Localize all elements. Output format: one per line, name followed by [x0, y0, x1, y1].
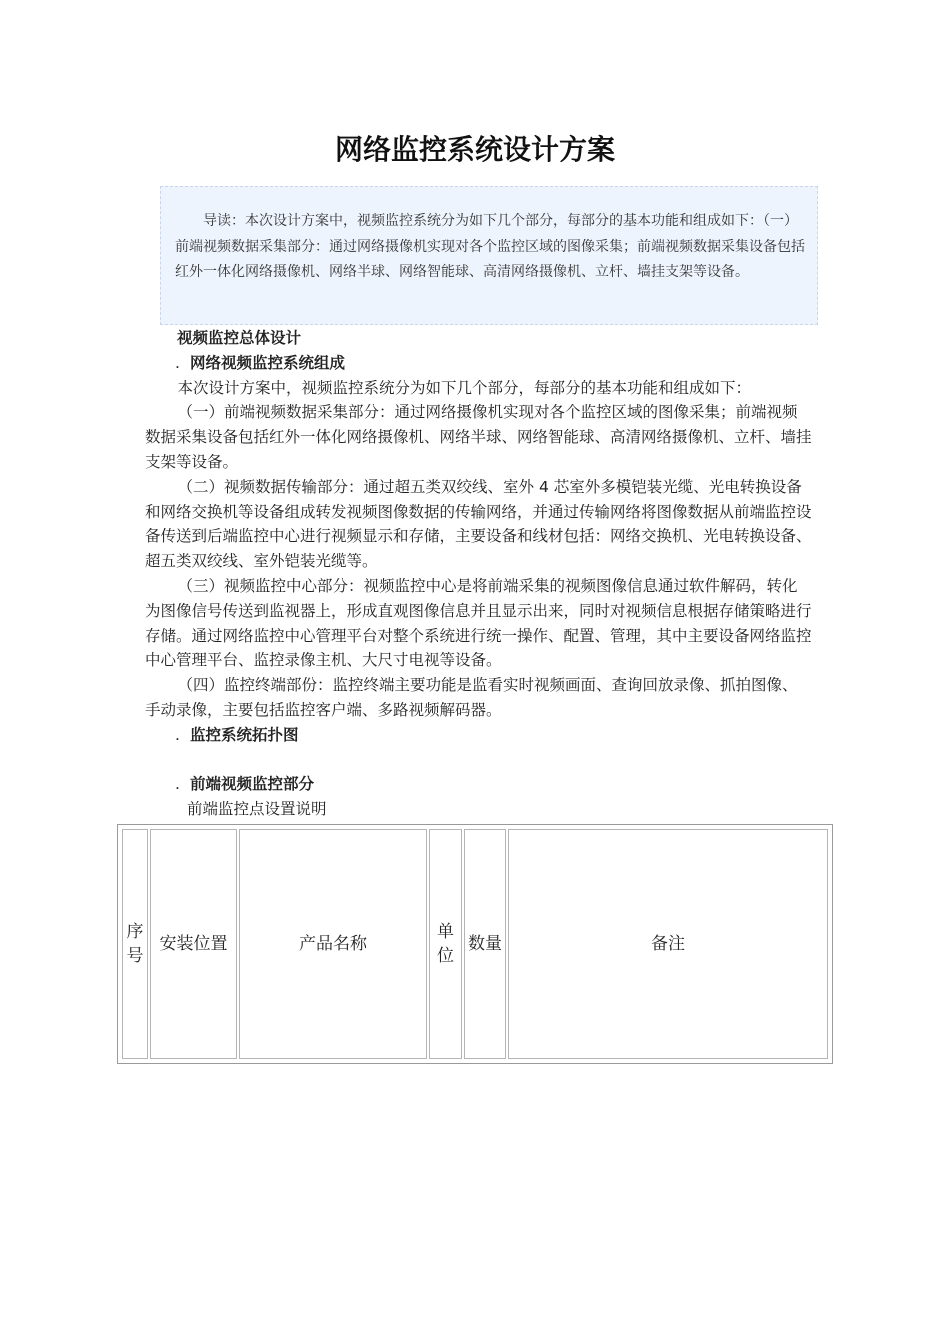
header-cell-unit: 单位	[429, 829, 462, 1059]
topology-heading: 监控系统拓扑图	[189, 725, 299, 744]
part-2-paragraph: （二）视频数据传输部分：通过超五类双绞线、室外 4 芯室外多模铠装光缆、光电转换设备和网络交换机等设备组成转发视频图像数据的传输网络，并通过传输网络将图像数据从前端监控设备传送到后端监控中心进行视频显示和存储，主要设备和线材包括：网络交换机、光电转换设备、超五类双绞线、室外铠装光缆等。	[145, 477, 812, 571]
table-caption: 前端监控点设置说明	[187, 800, 327, 819]
intro-text: 导读：本次设计方案中，视频监控系统分为如下几个部分，每部分的基本功能和组成如下：（一）前端视频数据采集部分：通过网络摄像机实现对各个监控区域的图像采集；前端视频数据采集设备包括红外一体化网络摄像机、网络半球、网络智能球、高清网络摄像机、立杆、墙挂支架等设备。	[175, 213, 805, 280]
page-title: 网络监控系统设计方案	[334, 133, 615, 166]
composition-lead: 本次设计方案中，视频监控系统分为如下几个部分，每部分的基本功能和组成如下：	[177, 378, 752, 397]
document-body	[145, 326, 813, 822]
table-header-row	[122, 829, 828, 1059]
heading-bullet: .	[175, 353, 180, 372]
part-3-paragraph: （三）视频监控中心部分：视频监控中心是将前端采集的视频图像信息通过软件解码，转化为图像信号传送到监视器上，形成直观图像信息并且显示出来，同时对视频信息根据存储策略进行存储。通过网络监控中心管理平台对整个系统进行统一操作、配置、管理，其中主要设备网络监控中心管理平台、监控录像主机、大尺寸电视等设备。	[145, 576, 812, 670]
part-4-paragraph: （四）监控终端部份：监控终端主要功能是监看实时视频画面、查询回放录像、抓拍图像、手动录像，主要包括监控客户端、多路视频解码器。	[145, 676, 798, 719]
heading-bullet: .	[175, 775, 180, 794]
header-cell-location: 安装位置	[150, 829, 237, 1059]
frontend-heading-row	[145, 772, 813, 797]
composition-heading-row	[145, 351, 813, 376]
composition-heading: 网络视频监控系统组成	[189, 353, 345, 372]
header-cell-quantity: 数量	[464, 829, 506, 1059]
heading-bullet: .	[175, 725, 180, 744]
header-cell-index: 序号	[122, 829, 148, 1059]
header-cell-remarks: 备注	[508, 829, 828, 1059]
header-cell-product: 产品名称	[239, 829, 427, 1059]
overall-design-heading: 视频监控总体设计	[177, 329, 302, 347]
topology-heading-row	[145, 723, 813, 748]
intro-box	[160, 186, 818, 325]
topology-placeholder	[145, 748, 813, 773]
frontend-heading: 前端视频监控部分	[189, 775, 314, 794]
part-1-paragraph: （一）前端视频数据采集部分：通过网络摄像机实现对各个监控区域的图像采集；前端视频数据采集设备包括红外一体化网络摄像机、网络半球、网络智能球、高清网络摄像机、立杆、墙挂支架等设备。	[145, 403, 812, 471]
monitoring-points-table-frame	[117, 824, 833, 1064]
monitoring-points-table	[120, 827, 830, 1061]
